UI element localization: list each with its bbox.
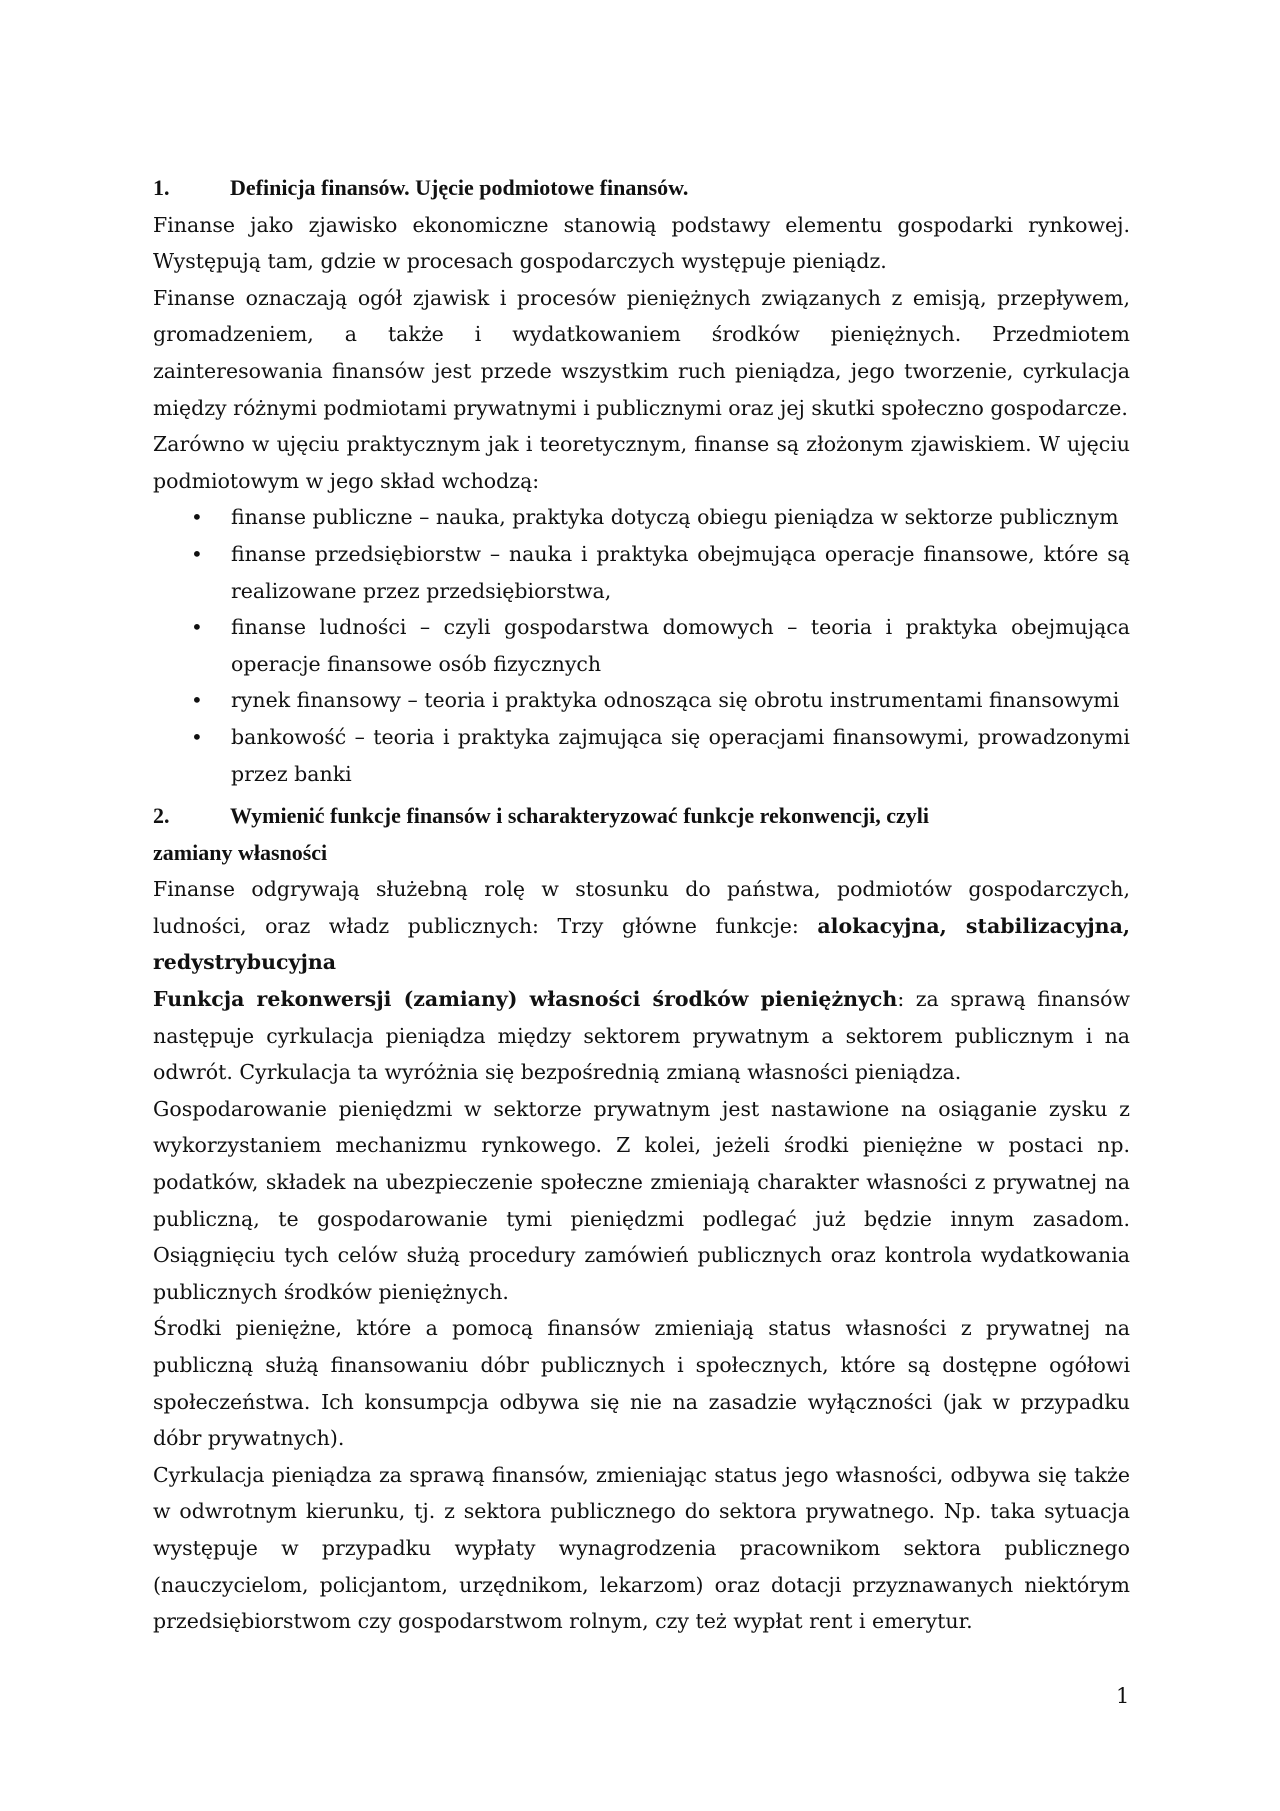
functions-list-bold: alokacyjna, stabilizacyjna, redystrybucyjna (153, 913, 1130, 975)
bullet-icon: • (191, 724, 203, 749)
subject-finance-list (153, 499, 1130, 792)
section-1-paragraph-3: Zarówno w ujęciu praktycznym jak i teoretycznym, finanse są złożonym zjawiskiem. W ujęciu podmiotowym w jego skład wchodzą: (153, 432, 1130, 493)
functions-intro-text: Finanse odgrywają służebną rolę w stosunku do państwa, podmiotów gospodarczych, ludności, oraz władz publicznych: Trzy główne funkcje: (153, 877, 1130, 938)
list-item-text: finanse ludności – czyli gospodarstwa domowych – teoria i praktyka obejmująca operacje finansowe osób fizycznych (231, 615, 1130, 676)
section-1-number: 1. (153, 175, 170, 200)
list-item-text: finanse publiczne – nauka, praktyka dotyczą obiegu pieniądza w sektorze publicznym (231, 505, 1119, 530)
section-1-paragraph-1: Finanse jako zjawisko ekonomiczne stanowią podstawy elementu gospodarki rynkowej. Występują tam, gdzie w procesach gospodarczych występuje pieniądz. (153, 212, 1130, 274)
reconversion-function-text: : za sprawą finansów następuje cyrkulacja pieniądza między sektorem prywatnym a sektorem publicznym i na odwrót. Cyrkulacja ta wyróżnia się bezpośrednią zmianą własności pieniądza. (153, 987, 1130, 1085)
list-item-text: rynek finansowy – teoria i praktyka odnosząca się obrotu instrumentami finansowymi (231, 688, 1120, 713)
list-item (153, 609, 1130, 682)
bullet-icon: • (191, 688, 203, 713)
page-content (153, 170, 1130, 1640)
section-2-number: 2. (153, 803, 170, 829)
section-2-paragraph-4: Środki pieniężne, które a pomocą finansów zmieniają status własności z prywatnej na publiczną służą finansowaniu dóbr publicznych i społecznych, które są dostępne ogółowi społeczeństwa. Ich konsumpcja odbywa się nie na zasadzie wyłączności (jak w przypadku dóbr prywatnych). (153, 1316, 1130, 1451)
section-1-heading (153, 170, 1130, 207)
page-number: 1 (1116, 1684, 1130, 1708)
bullet-icon: • (191, 615, 203, 640)
section-2-paragraph-2 (153, 981, 1130, 1091)
section-2-paragraph-1 (153, 871, 1130, 981)
section-2-heading (153, 798, 1130, 871)
list-item-text: bankowość – teoria i praktyka zajmująca się operacjami finansowymi, prowadzonymi przez banki (231, 724, 1130, 786)
section-2-title-line-2: zamiany własności (153, 839, 328, 865)
list-item (153, 682, 1130, 719)
reconversion-function-term: Funkcja rekonwersji (zamiany) własności środków pieniężnych (153, 987, 898, 1012)
section-1-title: Definicja finansów. Ujęcie podmiotowe finansów. (230, 175, 689, 200)
list-item-text: finanse przedsiębiorstw – nauka i praktyka obejmująca operacje finansowe, które są realizowane przez przedsiębiorstwa, (231, 541, 1130, 603)
list-item (153, 499, 1130, 536)
section-2-paragraph-3: Gospodarowanie pieniędzmi w sektorze prywatnym jest nastawione na osiąganie zysku z wykorzystaniem mechanizmu rynkowego. Z kolei, jeżeli środki pieniężne w postaci np. podatków, składek na ubezpieczenie społeczne zmieniają charakter własności z prywatnej na publiczną, te gospodarowanie tymi pieniędzmi podlegać już będzie innym zasadom. Osiągnięciu tych celów służą procedury zamówień publicznych oraz kontrola wydatkowania publicznych środków pieniężnych. (153, 1096, 1130, 1304)
bullet-icon: • (191, 541, 203, 566)
list-item (153, 536, 1130, 609)
bullet-icon: • (191, 505, 203, 530)
list-item (153, 719, 1130, 792)
section-2-title-line-1: Wymienić funkcje finansów i scharakteryzować funkcje rekonwencji, czyli (230, 803, 930, 829)
section-1-paragraph-2: Finanse oznaczają ogół zjawisk i procesów pieniężnych związanych z emisją, przepływem, gromadzeniem, a także i wydatkowaniem środków pieniężnych. Przedmiotem zainteresowania finansów jest przede wszystkim ruch pieniądza, jego tworzenie, cyrkulacja między różnymi podmiotami prywatnymi i publicznymi oraz jej skutki społeczno gospodarcze. (153, 285, 1130, 420)
section-2-paragraph-5: Cyrkulacja pieniądza za sprawą finansów, zmieniając status jego własności, odbywa się także w odwrotnym kierunku, tj. z sektora publicznego do sektora prywatnego. Np. taka sytuacja występuje w przypadku wypłaty wynagrodzenia pracownikom sektora publicznego (nauczycielom, policjantom, urzędnikom, lekarzom) oraz dotacji przyznawanych niektórym przedsiębiorstwom czy gospodarstwom rolnym, czy też wypłat rent i emerytur. (153, 1462, 1130, 1634)
